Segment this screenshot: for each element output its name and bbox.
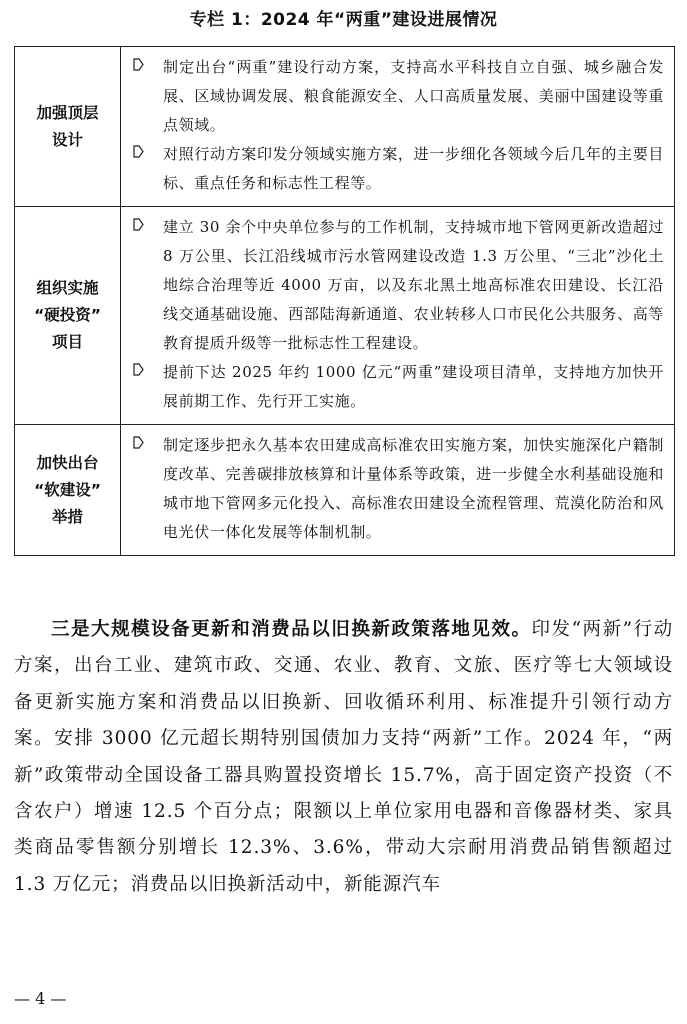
arrow-bullet-icon: [133, 213, 163, 242]
row-heading: [15, 47, 121, 207]
paragraph-text: 印发“两新”行动方案，出台工业、建筑市政、交通、农业、教育、文旅、医疗等七大领域设备更新实施方案和消费品以旧换新、回收循环利用、标准提升引领行动方案。安排 3000 亿元超长期特别国债加力支持“两新”工作。2024 年，“两新”政策带动全国设备工器具购置投资增长 15.7%，高于固定资产投资（不含农户）增速 12.5 个百分点；限额以上单位家用电器和音像器材类、家具类商品零售额分别增长 12.3%、3.6%，带动大宗耐用消费品销售额超过 1.3 万亿元；消费品以旧换新活动中，新能源汽车: [14, 619, 673, 895]
row-content: [121, 425, 675, 556]
page-number: — 4 —: [14, 989, 67, 1008]
list-item: [133, 140, 664, 198]
column-row: [15, 425, 675, 556]
list-item-text: 提前下达 2025 年约 1000 亿元“两重”建设项目清单，支持地方加快开展前期工作、先行开工实施。: [163, 363, 664, 410]
column-row: [15, 207, 675, 425]
arrow-bullet-icon: [133, 140, 163, 169]
arrow-bullet-icon: [133, 53, 163, 82]
row-heading: [15, 425, 121, 556]
list-item-text: 制定逐步把永久基本农田建成高标准农田实施方案，加快实施深化户籍制度改革、完善碳排放核算和计量体系等政策，进一步健全水利基础设施和城市地下管网多元化投入、高标准农田建设全流程管理、荒漠化防治和风电光伏一体化发展等体制机制。: [163, 436, 664, 541]
row-heading: [15, 207, 121, 425]
arrow-bullet-icon: [133, 358, 163, 387]
row-heading-line: 加强顶层: [36, 103, 99, 122]
list-item: [133, 358, 664, 416]
arrow-bullet-icon: [133, 431, 163, 460]
row-heading-line: 项目: [51, 333, 83, 351]
list-item-text: 制定出台“两重”建设行动方案，支持高水平科技自立自强、城乡融合发展、区域协调发展、粮食能源安全、人口高质量发展、美丽中国建设等重点领域。: [163, 58, 664, 134]
row-heading-line: “软建设”: [34, 480, 101, 499]
list-item-text: 建立 30 余个中央单位参与的工作机制，支持城市地下管网更新改造超过 8 万公里、长江沿线城市污水管网建设改造 1.3 万公里、“三北”沙化土地综合治理等近 4000 万亩，以及东北黑土地高标准农田建设、长江沿线交通基础设施、西部陆海新通道、农业转移人口市民化公共服务、高等教育提质升级等一批标志性工程建设。: [163, 218, 664, 352]
list-item: [133, 431, 664, 547]
column-row: [15, 47, 675, 207]
list-item: [133, 213, 664, 358]
row-heading-line: 加快出台: [36, 453, 99, 472]
row-content: [121, 207, 675, 425]
row-content: [121, 47, 675, 207]
row-heading-line: 组织实施: [36, 279, 99, 297]
paragraph-lead: 三是大规模设备更新和消费品以旧换新政策落地见效。: [51, 619, 532, 640]
row-heading-line: 设计: [51, 130, 83, 149]
list-item-text: 对照行动方案印发分领域实施方案，进一步细化各领域今后几年的主要目标、重点任务和标志性工程等。: [163, 145, 664, 192]
row-heading-line: “硬投资”: [34, 306, 101, 324]
column-box-table: [14, 46, 675, 556]
column-box-title: 专栏 1：2024 年“两重”建设进展情况: [189, 10, 498, 30]
list-item: [133, 53, 664, 140]
body-paragraph: [14, 612, 673, 903]
row-heading-line: 举措: [51, 507, 83, 526]
